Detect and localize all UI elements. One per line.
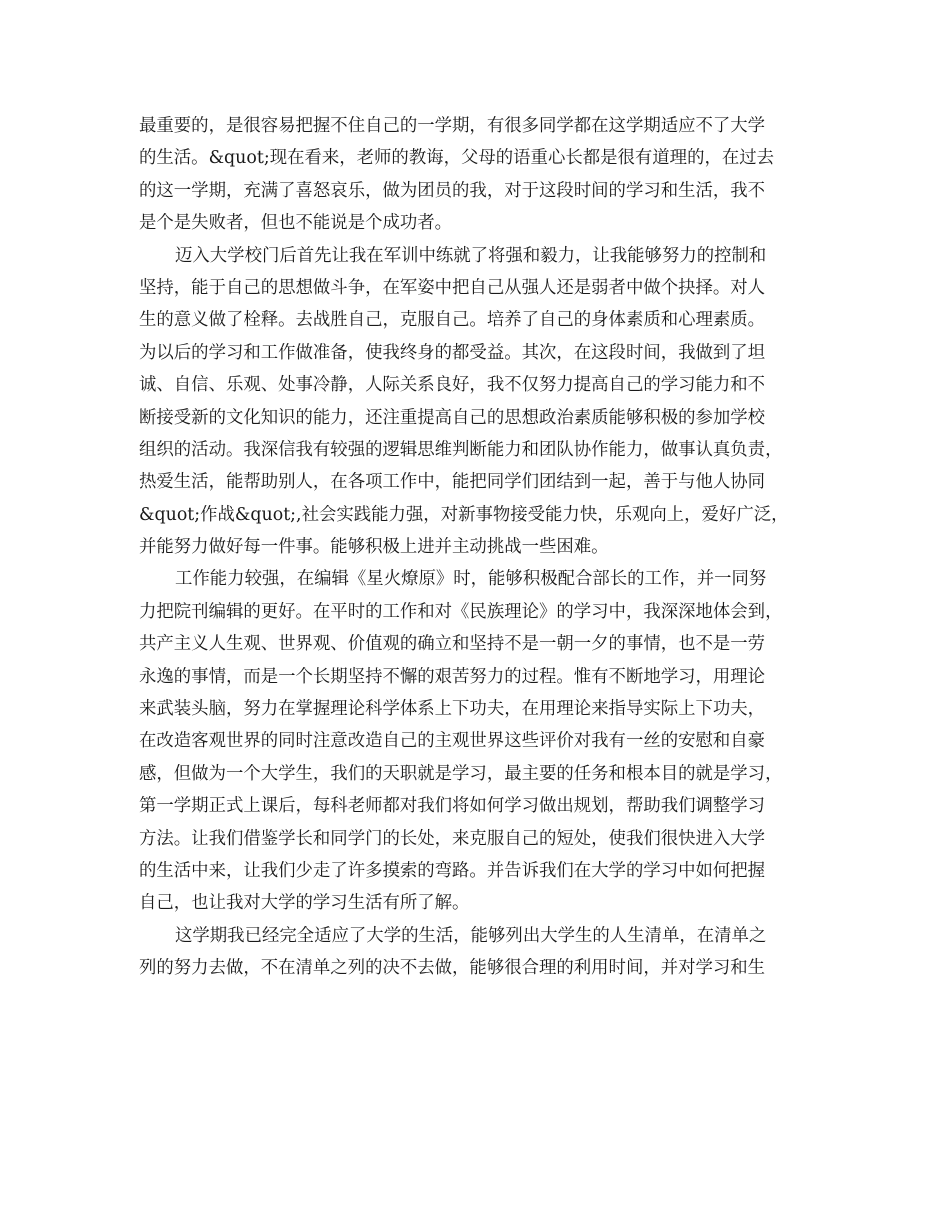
text-line: 来武装头脑，努力在掌握理论科学体系上下功夫，在用理论来指导实际上下功夫， [139, 699, 766, 720]
text-line: 迈入大学校门后首先让我在军训中练就了将强和毅力，让我能够努力的控制和 [175, 245, 767, 266]
text-line: 共产主义人生观、世界观、价值观的确立和坚持不是一朝一夕的事情，也不是一劳 [139, 634, 766, 655]
text-line: 坚持，能于自己的思想做斗争，在军姿中把自己从强人还是弱者中做个抉择。对人 [139, 277, 766, 298]
text-line: 最重要的，是很容易把握不住自己的一学期，有很多同学都在这学期适应不了大学 [139, 116, 766, 136]
text-line: 并能努力做好每一件事。能够积极上进并主动挑战一些困难。 [139, 537, 609, 558]
text-line: 的生活中来，让我们少走了许多摸索的弯路。并告诉我们在大学的学习中如何把握 [139, 860, 766, 881]
text-line: 组织的活动。我深信我有较强的逻辑思维判断能力和团队协作能力，做事认真负责， [139, 439, 783, 460]
text-line: 生的意义做了栓释。去战胜自己，克服自己。培养了自己的身体素质和心理素质。 [139, 310, 766, 331]
text-line: 是个是失败者，但也不能说是个成功者。 [139, 213, 453, 234]
text-line: 列的努力去做，不在清单之列的决不去做，能够很合理的利用时间，并对学习和生 [139, 958, 766, 979]
text-line: 热爱生活，能帮助别人，在各项工作中，能把同学们团结到一起，善于与他人协同 [139, 472, 766, 493]
text-line: 力把院刊编辑的更好。在平时的工作和对《民族理论》的学习中，我深深地体会到， [139, 601, 783, 622]
text-line: 的生活。&quot;现在看来，老师的教诲，父母的语重心长都是很有道理的，在过去 [139, 148, 775, 169]
text-line: 工作能力较强，在编辑《星火燎原》时，能够积极配合部长的工作，并一同努 [175, 569, 767, 590]
text-line: 感，但做为一个大学生，我们的天职就是学习，最主要的任务和根本目的就是学习， [139, 763, 783, 784]
text-line: 诚、自信、乐观、处事冷静，人际关系良好，我不仅努力提高自己的学习能力和不 [139, 375, 766, 396]
text-line: 方法。让我们借鉴学长和同学门的长处，来克服自己的短处，使我们很快进入大学 [139, 828, 766, 849]
text-line: 永逸的事情，而是一个长期坚持不懈的艰苦努力的过程。惟有不断地学习，用理论 [139, 666, 766, 687]
text-line: 第一学期正式上课后，每科老师都对我们将如何学习做出规划，帮助我们调整学习 [139, 796, 766, 817]
text-line: 自己，也让我对大学的学习生活有所了解。 [139, 893, 470, 914]
text-line: 断接受新的文化知识的能力，还注重提高自己的思想政治素质能够积极的参加学校 [139, 407, 766, 428]
text-line: 为以后的学习和工作做准备，使我终身的都受益。其次，在这段时间，我做到了坦 [139, 342, 766, 363]
text-line: 在改造客观世界的同时注意改造自己的主观世界这些评价对我有一丝的安慰和自豪 [139, 731, 766, 752]
text-line: 这学期我已经完全适应了大学的生活，能够列出大学生的人生清单，在清单之 [175, 925, 767, 946]
text-line: 的这一学期，充满了喜怒哀乐，做为团员的我，对于这段时间的学习和生活，我不 [139, 180, 766, 201]
text-line: &quot;作战&quot;,社会实践能力强，对新事物接受能力快，乐观向上，爱好广泛， [139, 504, 789, 525]
document-body [139, 110, 823, 985]
